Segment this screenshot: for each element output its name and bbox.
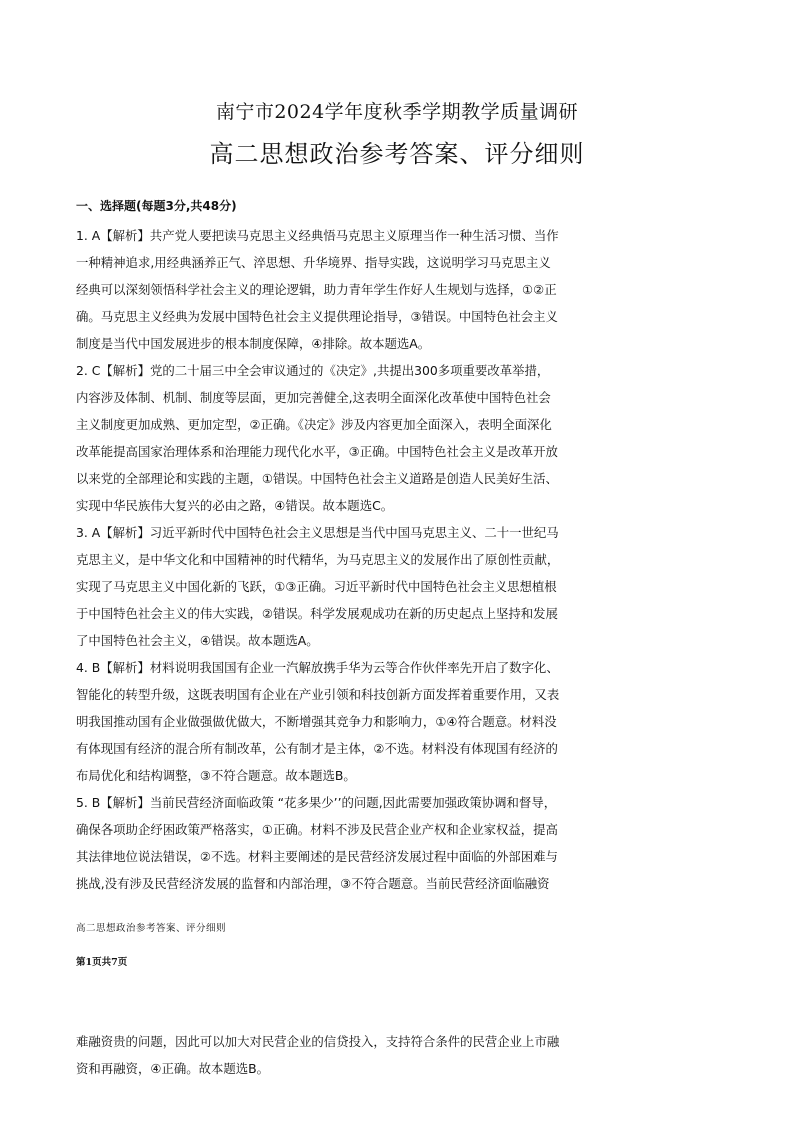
text-line: 改革能提高国家治理体系和治理能力现代化水平，③正确。中国特色社会主义是改革开放: [76, 444, 558, 459]
next-page-body: [76, 1028, 636, 1082]
text-line: 以来党的全部理论和实践的主题，①错误。中国特色社会主义道路是创造人民美好生活、: [76, 471, 558, 486]
text-line: 明我国推动国有企业做强做优做大，不断增强其竞争力和影响力，①④符合题意。材料没: [76, 714, 557, 729]
text-line: 实现中华民族伟大复兴的必由之路，④错误。故本题选C。: [76, 498, 394, 513]
text-line: 5. B【解析】当前民营经济面临政策 “花多果少’’的问题,因此需要加强政策协调和督导，: [76, 795, 557, 810]
text-line: 有体现国有经济的混合所有制改革，公有制才是主体，②不选。材料没有体现国有经济的: [76, 741, 558, 756]
document-title: 南宁市2024学年度秋季学期教学质量调研: [215, 101, 579, 123]
text-line: 挑战,没有涉及民营经济发展的监督和内部治理，③不符合题意。当前民营经济面临融资: [76, 876, 550, 891]
text-line: 确保各项助企纾困政策严格落实，①正确。材料不涉及民营企业产权和企业家权益，提高: [76, 822, 558, 837]
text-line: 内容涉及体制、机制、制度等层面，更加完善健全,这表明全面深化改革使中国特色社会: [76, 390, 551, 405]
footer-title: 高二思想政治参考答案、评分细则: [76, 923, 227, 934]
text-line: 经典可以深刻领悟科学社会主义的理论逻辑，助力青年学生作好人生规划与选择，①②正: [76, 282, 557, 297]
footer-page-number: 第1页共7页: [76, 957, 128, 968]
text-line: 制度是当代中国发展进步的根本制度保障，④排除。故本题选A。: [76, 336, 431, 351]
document-subtitle: 高二思想政治参考答案、评分细则: [209, 140, 585, 168]
text-line: 主义制度更加成熟、更加定型，②正确。《决定》涉及内容更加全面深入，表明全面深化: [76, 417, 552, 432]
text-line: 智能化的转型升级，这既表明国有企业在产业引领和科技创新方面发挥着重要作用，又表: [76, 687, 560, 702]
text-line: 其法律地位说法错误，②不选。材料主要阐述的是民营经济发展过程中面临的外部困难与: [76, 849, 558, 864]
answer-body: [76, 222, 636, 897]
text-line: 布局优化和结构调整，③不符合题意。故本题选B。: [76, 768, 356, 783]
text-line: 确。马克思主义经典为发展中国特色社会主义提供理论指导，③错误。中国特色社会主义: [76, 309, 558, 324]
text-line: 实现了马克思主义中国化新的飞跃，①③正确。习近平新时代中国特色社会主义思想植根: [76, 579, 557, 594]
text-line: 4. B【解析】材料说明我国国有企业一汽解放携手华为云等合作伙伴率先开启了数字化、: [76, 660, 559, 675]
text-line: 克思主义，是中华文化和中国精神的时代精华，为马克思主义的发展作出了原创性贡献，: [76, 552, 560, 567]
text-line: 难融资贵的问题，因此可以加大对民营企业的信贷投入，支持符合条件的民营企业上市融: [76, 1034, 560, 1049]
text-line: 一种精神追求,用经典涵养正气、淬思想、升华境界、指导实践，这说明学习马克思主义: [76, 255, 551, 270]
text-line: 了中国特色社会主义，④错误。故本题选A。: [76, 633, 319, 648]
text-line: 2. C【解析】党的二十届三中全会审议通过的《决定》,共提出300多项重要改革举措，: [76, 363, 550, 378]
text-line: 1. A【解析】共产党人要把读马克思主义经典悟马克思主义原理当作一种生活习惯、当作: [76, 228, 559, 243]
section-heading: 一、选择题(每题3分,共48分): [76, 199, 237, 213]
text-line: 3. A【解析】习近平新时代中国特色社会主义思想是当代中国马克思主义、二十一世纪马: [76, 525, 559, 540]
text-line: 资和再融资，④正确。故本题选B。: [76, 1061, 270, 1076]
text-line: 于中国特色社会主义的伟大实践，②错误。科学发展观成功在新的历史起点上坚持和发展: [76, 606, 558, 621]
